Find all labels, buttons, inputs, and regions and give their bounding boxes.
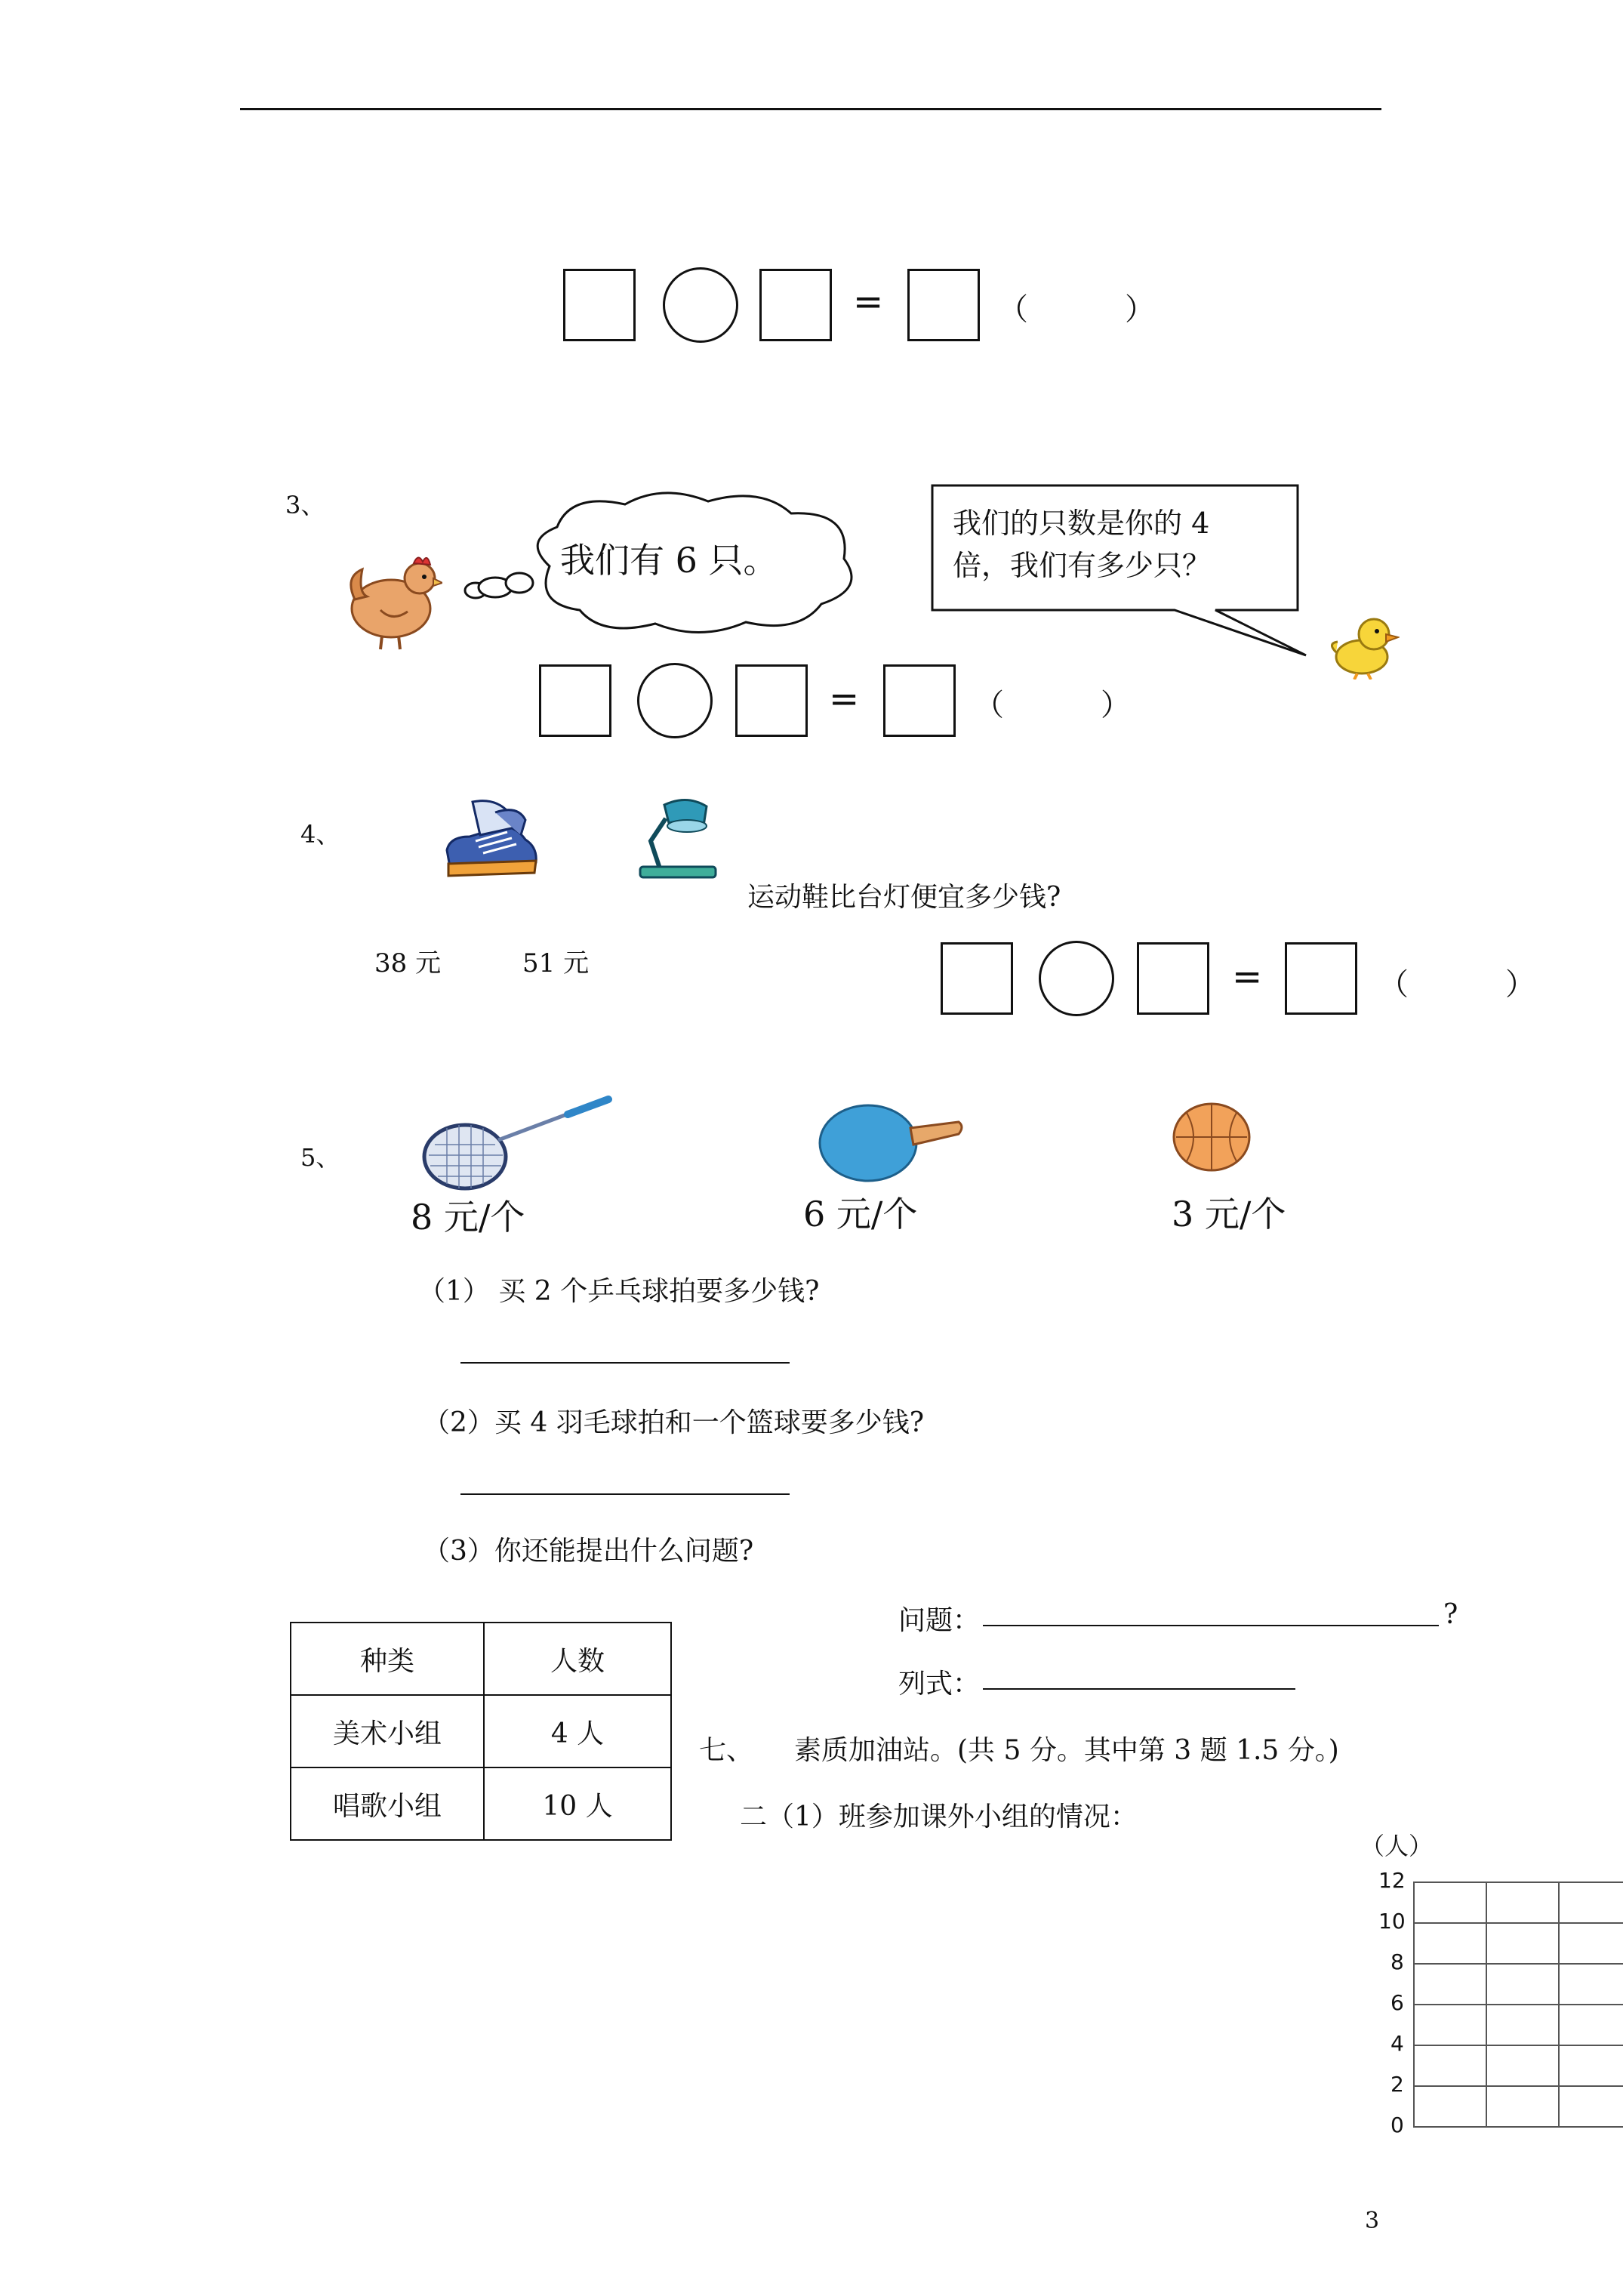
duck-speech-line2: 倍，我们有多少只？: [953, 549, 1212, 582]
operator-circle[interactable]: [663, 267, 738, 343]
q3-number: 3、: [285, 491, 325, 519]
equals-sign: =: [1232, 956, 1263, 998]
question-label: 问题：: [898, 1605, 981, 1636]
table-header-cell: 种类: [291, 1623, 484, 1695]
unit-paren-close: ）: [1125, 292, 1155, 327]
grid-axis: [1413, 1881, 1415, 2128]
grid-line: [1413, 2045, 1623, 2046]
section7-title: 素质加油站。(共 5 分。其中第 3 题 1.5 分。): [794, 1735, 1339, 1766]
duckling-icon: [1327, 610, 1400, 680]
table-row: [291, 1767, 671, 1840]
chart-unit-label: （人）: [1360, 1832, 1434, 1860]
grid-line: [1413, 1922, 1623, 1924]
grid-line: [1413, 1881, 1623, 1883]
paddle-price: 6 元/个: [803, 1194, 918, 1234]
badminton-racket-icon: [420, 1092, 613, 1194]
q5-sub2: （2）买 4 羽毛球拍和一个篮球要多少钱?: [423, 1407, 924, 1438]
grid-line: [1413, 2126, 1623, 2128]
table-cell: 美术小组: [291, 1695, 484, 1767]
unit-paren-close: ）: [1505, 967, 1535, 1002]
basketball-icon: [1170, 1101, 1253, 1173]
unit-paren-open: （: [974, 688, 1004, 723]
equals-sign: =: [829, 678, 860, 720]
grid-line: [1413, 2085, 1623, 2087]
header-rule: [240, 108, 1381, 110]
group-table: [290, 1622, 672, 1841]
formula-label: 列式：: [898, 1669, 981, 1700]
q5-sub1: （1） 买 2 个乒乓球拍要多少钱?: [418, 1276, 820, 1307]
answer-line-1[interactable]: [460, 1362, 790, 1364]
ball-price: 3 元/个: [1172, 1194, 1286, 1234]
answer-box[interactable]: [907, 269, 980, 341]
q5-number: 5、: [300, 1143, 340, 1172]
y-tick-label: 2: [1390, 2072, 1404, 2097]
answer-box[interactable]: [759, 269, 832, 341]
answer-box[interactable]: [539, 664, 611, 737]
q4-question: 运动鞋比台灯便宜多少钱?: [747, 882, 1061, 913]
answer-box[interactable]: [1285, 942, 1357, 1015]
y-tick-label: 10: [1378, 1909, 1406, 1934]
grid-line: [1413, 2004, 1623, 2005]
chicken-icon: [344, 547, 442, 652]
y-tick-label: 12: [1378, 1868, 1406, 1893]
chicken-speech: 我们有 6 只。: [560, 540, 778, 581]
equals-sign: =: [853, 281, 884, 323]
answer-box[interactable]: [1137, 942, 1209, 1015]
duck-speech-line1: 我们的只数是你的 4: [953, 507, 1210, 540]
answer-box[interactable]: [735, 664, 808, 737]
grid-line: [1413, 1963, 1623, 1965]
grid-line: [1486, 1881, 1487, 2128]
table-header-cell: 人数: [484, 1623, 671, 1695]
y-tick-label: 4: [1390, 2031, 1404, 2056]
operator-circle[interactable]: [1039, 941, 1114, 1016]
section7-intro: 二（1）班参加课外小组的情况：: [740, 1801, 1138, 1832]
unit-paren-close: ）: [1101, 688, 1131, 723]
shoe-price: 38 元: [374, 948, 442, 978]
answer-box[interactable]: [563, 269, 636, 341]
q5-sub3: （3）你还能提出什么问题?: [423, 1536, 754, 1567]
ping-pong-paddle-icon: [815, 1098, 966, 1182]
y-tick-label: 6: [1390, 1990, 1404, 2015]
desk-lamp-icon: [634, 796, 725, 880]
lamp-price: 51 元: [522, 948, 590, 978]
page-number: 3: [1365, 2208, 1380, 2234]
q4-number: 4、: [300, 820, 340, 849]
table-cell: 4 人: [484, 1695, 671, 1767]
answer-line-2[interactable]: [460, 1493, 790, 1495]
unit-paren-open: （: [998, 292, 1028, 327]
table-header-row: [291, 1623, 671, 1695]
grid-line: [1558, 1881, 1560, 2128]
formula-answer-line[interactable]: [983, 1688, 1295, 1690]
table-cell: 10 人: [484, 1767, 671, 1840]
table-cell: 唱歌小组: [291, 1767, 484, 1840]
unit-paren-open: （: [1378, 967, 1409, 1002]
operator-circle[interactable]: [637, 663, 713, 738]
question-mark: ?: [1443, 1599, 1458, 1630]
y-tick-label: 0: [1390, 2113, 1404, 2137]
answer-box[interactable]: [883, 664, 956, 737]
section7-number: 七、: [699, 1735, 754, 1766]
question-answer-line[interactable]: [983, 1625, 1439, 1626]
racket-price: 8 元/个: [411, 1197, 525, 1237]
y-tick-label: 8: [1390, 1949, 1404, 1974]
sneaker-icon: [442, 797, 540, 882]
answer-box[interactable]: [941, 942, 1013, 1015]
table-row: [291, 1695, 671, 1767]
